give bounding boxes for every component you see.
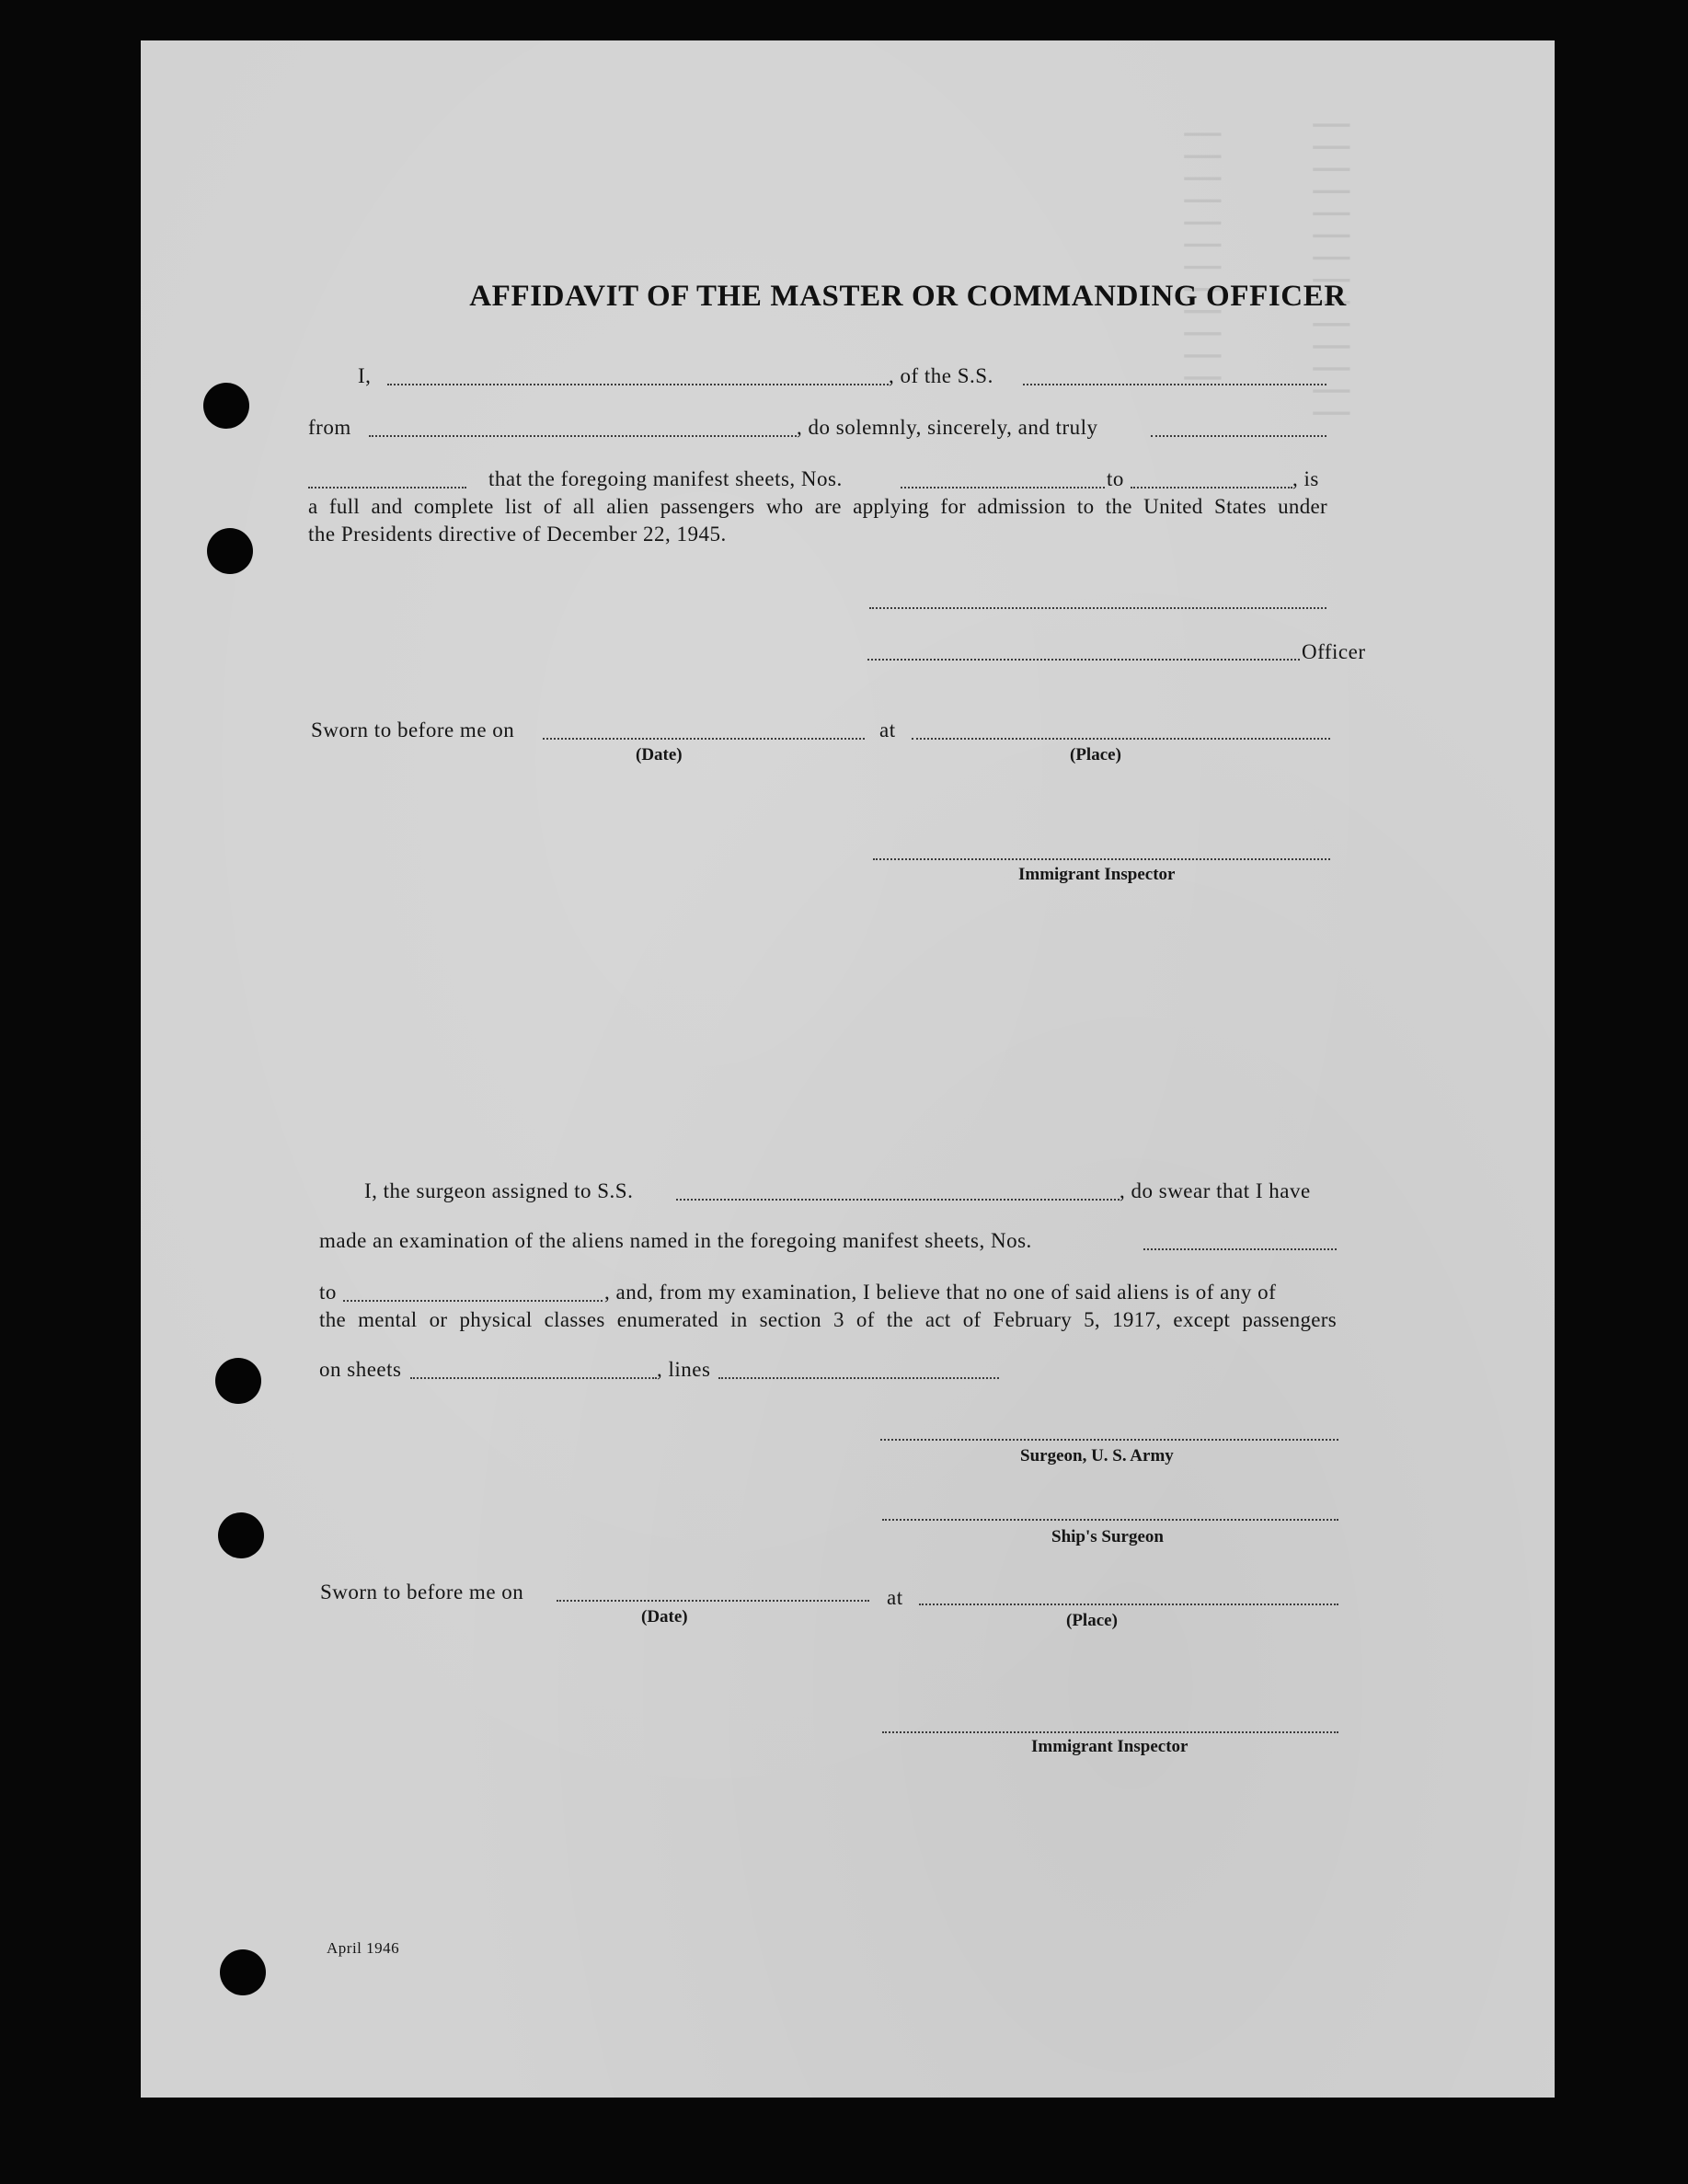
ship-surgeon-caption: Ship's Surgeon — [1051, 1527, 1164, 1546]
surgeon-on-sheets-label: on sheets — [319, 1358, 402, 1381]
surgeon-belief-label: , and, from my examination, I believe that no one of said aliens is of any of — [604, 1281, 1277, 1304]
surgeon-statement-line: the mental or physical classes enumerated in section 3 of the act of February 5, 1917, except passengers — [319, 1308, 1337, 1331]
officer-label: Officer — [1302, 640, 1366, 663]
surgeon-assigned-label: I, the surgeon assigned to S.S. — [364, 1179, 634, 1202]
punch-hole — [218, 1512, 264, 1558]
master-sworn-label: Sworn to before me on — [311, 718, 515, 741]
surgeon-at-label: at — [887, 1586, 903, 1609]
army-surgeon-caption: Surgeon, U. S. Army — [1020, 1446, 1174, 1466]
master-sheets-to-field[interactable] — [1131, 487, 1292, 489]
master-solemnly-label: , do solemnly, sincerely, and truly — [797, 416, 1098, 439]
affidavit-form-page — [141, 40, 1555, 2098]
surgeon-inspector-signature-field[interactable] — [882, 1731, 1338, 1733]
master-sworn-place-field[interactable] — [912, 738, 1330, 740]
master-inspector-caption: Immigrant Inspector — [1018, 865, 1176, 884]
surgeon-exception-lines-field[interactable] — [718, 1377, 999, 1379]
form-revision-date: April 1946 — [327, 1939, 400, 1957]
officer-signature-field[interactable] — [867, 659, 1300, 661]
surgeon-swear-label: , do swear that I have — [1120, 1179, 1311, 1202]
master-to-label: to — [1107, 467, 1124, 490]
master-from-port-field[interactable] — [369, 435, 797, 437]
surgeon-date-caption: (Date) — [641, 1607, 688, 1627]
form-title: AFFIDAVIT OF THE MASTER OR COMMANDING OFFICER — [469, 280, 1347, 313]
surgeon-sworn-place-field[interactable] — [919, 1604, 1338, 1605]
surgeon-sheets-from-field[interactable] — [1143, 1248, 1337, 1250]
master-place-caption: (Place) — [1070, 745, 1121, 764]
surgeon-sheets-to-field[interactable] — [343, 1300, 603, 1302]
surgeon-place-caption: (Place) — [1066, 1611, 1118, 1630]
master-statement-line: the Presidents directive of December 22, 1945. — [308, 523, 727, 546]
surgeon-sworn-label: Sworn to before me on — [320, 1581, 524, 1604]
master-sheets-from-field[interactable] — [901, 487, 1105, 489]
master-signature-field[interactable] — [869, 607, 1326, 609]
show-through-text: |||||||||||| — [1184, 123, 1226, 389]
master-at-label: at — [879, 718, 896, 741]
master-sworn-date-field[interactable] — [543, 738, 865, 740]
punch-hole — [207, 528, 253, 574]
master-ship-name-field[interactable] — [1023, 384, 1326, 385]
surgeon-lines-label: , lines — [657, 1358, 711, 1381]
master-statement-line: a full and complete list of all alien passengers who are applying for admission to the United States under — [308, 495, 1327, 518]
surgeon-exception-sheets-field[interactable] — [410, 1377, 657, 1379]
surgeon-ship-name-field[interactable] — [676, 1199, 1120, 1201]
master-from-label: from — [308, 416, 351, 439]
surgeon-sworn-date-field[interactable] — [557, 1600, 869, 1602]
master-date-caption: (Date) — [636, 745, 683, 764]
master-name-field[interactable] — [387, 384, 889, 385]
ship-surgeon-signature-field[interactable] — [882, 1519, 1338, 1521]
army-surgeon-signature-field[interactable] — [880, 1439, 1338, 1441]
surgeon-examination-label: made an examination of the aliens named in the foregoing manifest sheets, Nos. — [319, 1229, 1032, 1252]
master-i-label: I, — [358, 364, 372, 387]
punch-hole — [203, 383, 249, 429]
master-foregoing-label: that the foregoing manifest sheets, Nos. — [488, 467, 843, 490]
surgeon-inspector-caption: Immigrant Inspector — [1031, 1737, 1188, 1756]
punch-hole — [215, 1358, 261, 1404]
master-swear-affirm-field[interactable] — [1151, 435, 1326, 437]
show-through-text: |||||||||||||| — [1313, 114, 1355, 425]
punch-hole — [220, 1949, 266, 1995]
master-swear-affirm-field-cont[interactable] — [308, 487, 466, 489]
surgeon-to-label: to — [319, 1281, 337, 1304]
master-inspector-signature-field[interactable] — [873, 858, 1330, 860]
master-of-ss-label: , of the S.S. — [889, 364, 993, 387]
master-is-label: , is — [1292, 467, 1319, 490]
